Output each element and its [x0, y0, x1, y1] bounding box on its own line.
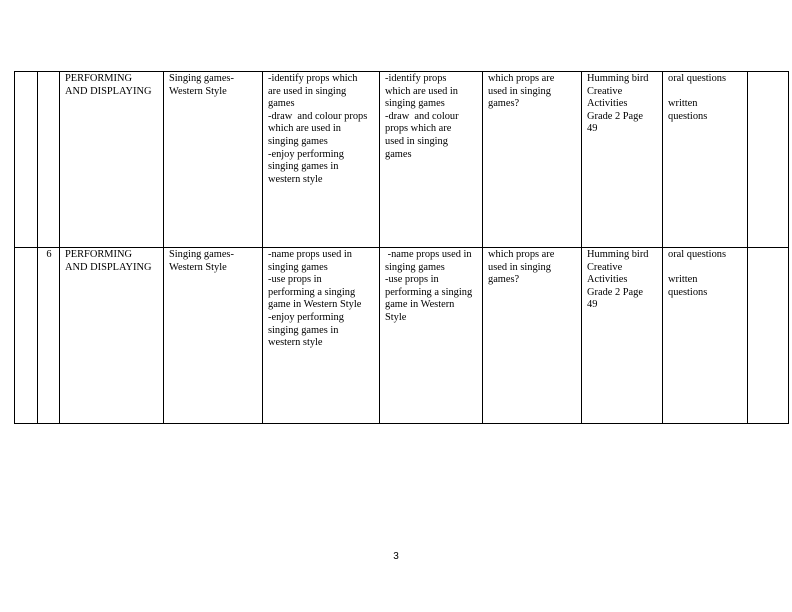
cell-line: 49 [587, 123, 598, 135]
cell-line: game in Western [385, 299, 455, 311]
cell-line: oral questions [668, 249, 727, 260]
cell-line: AND DISPLAYING [65, 85, 152, 97]
cell-line: props which are [385, 123, 452, 135]
cell-line: Grade 2 Page [587, 110, 643, 122]
cell-line: games? [488, 98, 520, 110]
week-cell [15, 248, 38, 424]
cell-line: games? [488, 274, 520, 286]
reflection-cell [748, 72, 789, 248]
cell-line: games [385, 148, 412, 160]
strand-cell [60, 248, 164, 424]
scheme-of-work-table [14, 71, 789, 424]
cell-line: Style [385, 311, 407, 323]
cell-line: Singing games- [169, 73, 234, 84]
cell-line: Humming bird [587, 249, 649, 260]
sub-strand-cell [164, 248, 263, 424]
cell-line: performing a singing [268, 286, 356, 298]
lesson-number-cell [38, 72, 60, 248]
cell-line [668, 262, 743, 275]
cell-line: questions [668, 286, 708, 298]
cell-line [668, 86, 743, 99]
table-body [15, 72, 789, 424]
cell-line: Activities [587, 98, 628, 110]
cell-line: singing games in [268, 324, 339, 336]
cell-line: Creative [587, 261, 623, 273]
cell-line: questions [668, 110, 708, 122]
lesson-number-cell: 6 [38, 248, 60, 424]
cell-line: -name props used in [385, 249, 472, 260]
cell-line: Singing games- [169, 249, 234, 260]
cell-line: PERFORMING [65, 249, 132, 260]
key-inquiry-question-cell [483, 72, 582, 248]
cell-line: written [668, 98, 698, 110]
strand-cell [60, 72, 164, 248]
cell-line: -enjoy performing [268, 148, 344, 160]
cell-line: -draw and colour [385, 110, 459, 122]
assessment-cell [663, 248, 748, 424]
assessment-cell [663, 72, 748, 248]
reflection-cell [748, 248, 789, 424]
cell-line: games [268, 98, 295, 110]
table-row [15, 72, 789, 248]
learning-resources-cell [582, 248, 663, 424]
cell-line: -identify props [385, 73, 447, 84]
cell-line: singing games in [268, 161, 339, 173]
cell-line: Humming bird [587, 73, 649, 84]
cell-line: are used in singing [268, 85, 347, 97]
cell-line: PERFORMING [65, 73, 132, 84]
cell-line: written [668, 274, 698, 286]
week-cell [15, 72, 38, 248]
cell-line: Grade 2 Page [587, 286, 643, 298]
table-row [15, 248, 789, 424]
cell-line: which props are [488, 73, 555, 84]
cell-line: which are used in [385, 85, 458, 97]
page-number: 3 [393, 551, 399, 562]
cell-line: western style [268, 173, 323, 185]
learning-experiences-cell [380, 248, 483, 424]
cell-line: Western Style [169, 261, 227, 273]
cell-line: 49 [587, 299, 598, 311]
learning-outcomes-cell [263, 248, 380, 424]
sub-strand-cell [164, 72, 263, 248]
cell-line: which are used in [268, 123, 341, 135]
cell-line: western style [268, 337, 323, 349]
cell-line: used in singing [385, 135, 448, 147]
cell-line: Western Style [169, 85, 227, 97]
learning-outcomes-cell [263, 72, 380, 248]
cell-line: -enjoy performing [268, 311, 344, 323]
cell-line: -name props used in [268, 249, 352, 260]
learning-resources-cell [582, 72, 663, 248]
cell-line: -use props in [268, 274, 322, 286]
cell-line: used in singing [488, 261, 551, 273]
cell-line: singing games [268, 261, 328, 273]
cell-line: which props are [488, 249, 555, 260]
cell-line: singing games [385, 98, 445, 110]
cell-line: game in Western Style [268, 299, 362, 311]
cell-line: -use props in [385, 274, 439, 286]
cell-line: singing games [268, 135, 328, 147]
key-inquiry-question-cell [483, 248, 582, 424]
learning-experiences-cell [380, 72, 483, 248]
cell-line: -identify props which [268, 73, 358, 84]
cell-line: Activities [587, 274, 628, 286]
cell-line: AND DISPLAYING [65, 261, 152, 273]
cell-line: oral questions [668, 73, 727, 84]
cell-line: -draw and colour props [268, 110, 368, 122]
cell-line: performing a singing [385, 286, 473, 298]
cell-line: used in singing [488, 85, 551, 97]
cell-line: singing games [385, 261, 445, 273]
cell-line: Creative [587, 85, 623, 97]
